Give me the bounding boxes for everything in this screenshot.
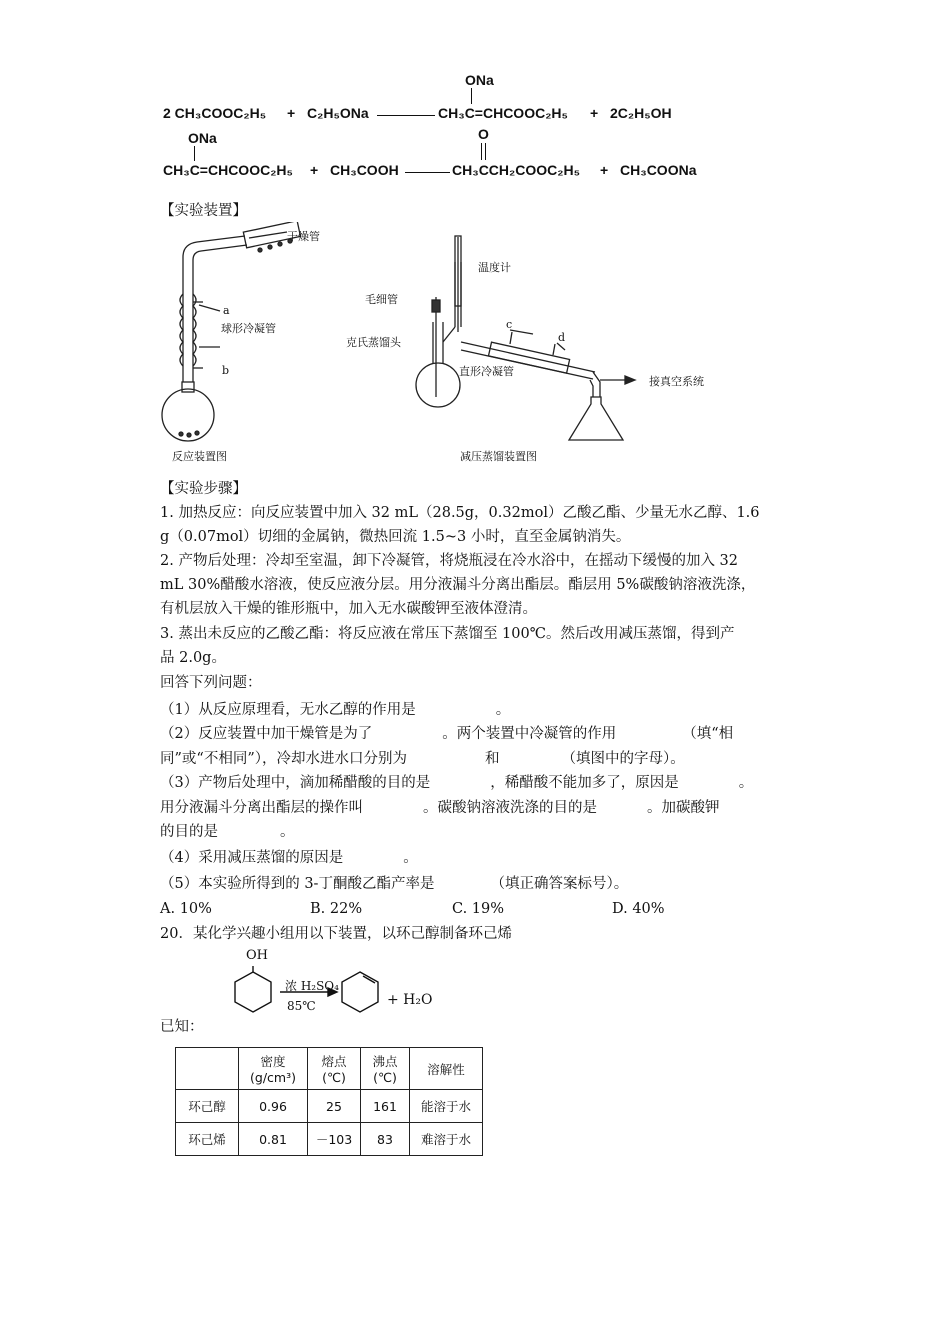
eq2-double-bond-b [485,143,486,160]
table-row [176,1123,483,1156]
eq2-product1: CH₃CCH₂COOC₂H₅ [452,162,580,178]
label-a: a [223,304,230,317]
cyclohexanol-ring [235,972,271,1012]
eq2-bond-line [194,146,195,161]
table-header-boiling-point: 沸点 (℃) [361,1048,410,1090]
eq1-reactant2: C₂H₅ONa [307,105,369,121]
apparatus-heading: 【实验装置】 [160,203,247,219]
table-header-melting-point: 熔点 (℃) [308,1048,361,1090]
eq2-double-bond-a [481,143,482,160]
eq1-product1: CH₃C=CHCOOC₂H₅ [438,105,568,121]
step2-line3: 有机层放入干燥的锥形瓶中，加入无水碳酸钾至液体澄清。 [160,601,537,617]
label-capillary: 毛细管 [365,293,398,306]
question-1: （1）从反应原理看，无水乙醇的作用是 。 [160,702,511,718]
step3-line1: 3. 蒸出未反应的乙酸乙酯：将反应液在常压下蒸馏至 100℃。然后改用减压蒸馏，得到产 [160,626,735,642]
question-3-line1: （3）产物后处理中，滴加稀醋酸的目的是 ，稀醋酸不能加多了，原因是 。 [160,775,754,791]
step2-line2: mL 30%醋酸水溶液，使反应液分层。用分液漏斗分离出酯层。酯层用 5%碳酸钠溶液洗涤， [160,577,756,593]
question-5: （5）本实验所得到的 3-丁酮酸乙酯产率是 （填正确答案标号）。 [160,876,629,892]
table-header-density: 密度 (g/cm³) [239,1048,308,1090]
table-cell-name: 环己醇 [176,1090,239,1123]
table-cell-mp: －103 [308,1123,361,1156]
option-a: A. 10% [160,901,212,917]
eq2-reactant2: CH₃COOH [330,162,399,178]
known-label: 已知： [160,1019,204,1035]
eq2-plus4: + [600,162,609,178]
table-header-row [176,1048,483,1090]
option-b: B. 22% [310,901,363,917]
problem-20-intro: 20．某化学兴趣小组用以下装置，以环己醇制备环己烯 [160,926,512,942]
apparatus-figures [155,222,755,464]
eq1-ona-top: ONa [465,72,494,88]
conditions-temperature: 85℃ [287,999,316,1013]
table-cell-bp: 161 [361,1090,410,1123]
eq1-bond-line [471,88,472,104]
questions-intro: 回答下列问题： [160,675,262,691]
question-3-line2: 用分液漏斗分离出酯层的操作叫 。碳酸钠溶液洗涤的目的是 。加碳酸钾 [160,800,720,816]
option-c: C. 19% [452,901,505,917]
table-cell-name: 环己烯 [176,1123,239,1156]
label-c: c [506,318,513,331]
step3-line2: 品 2.0g。 [160,650,226,666]
conditions-acid: 浓 H₂SO₄ [285,979,339,993]
eq1-arrow [377,115,435,116]
label-vacuum-system: 接真空系统 [649,375,704,388]
receiving-flask [569,397,623,440]
cyclohexene-ring [342,972,378,1012]
eq2-ona-top: ONa [188,130,217,146]
label-d: d [558,331,566,344]
label-b: b [222,364,230,377]
steps-heading: 【实验步骤】 [160,481,247,497]
question-2-line1: （2）反应装置中加干燥管是为了 。两个装置中冷凝管的作用 （填“相 [160,726,734,742]
table-cell-density: 0.96 [239,1090,308,1123]
table-header-blank [176,1048,239,1090]
table-cell-solubility: 难溶于水 [410,1123,483,1156]
table-cell-solubility: 能溶于水 [410,1090,483,1123]
label-claisen-head: 克氏蒸馏头 [346,336,401,349]
eq2-product2: CH₃COONa [620,162,697,178]
eq2-arrow [405,172,450,173]
distillation-flask [416,363,460,407]
option-d: D. 40% [612,901,665,917]
eq2-o-top: O [478,126,489,142]
eq1-plus1: + [287,105,296,121]
properties-table [175,1047,483,1156]
table-row [176,1090,483,1123]
eq1-reactant1: 2 CH₃COOC₂H₅ [163,105,267,121]
step1-line1: 1. 加热反应：向反应装置中加入 32 mL（28.5g，0.32mol）乙酸乙酯、少量无水乙醇、1.6 [160,505,760,521]
eq1-plus2: + [590,105,599,121]
question-2-line2: 同”或“不相同”），冷却水进水口分别为 和 （填图中的字母）。 [160,751,685,767]
label-dry-tube: 干燥管 [287,230,320,243]
table-cell-mp: 25 [308,1090,361,1123]
question-4: （4）采用减压蒸馏的原因是 。 [160,850,418,866]
label-thermometer: 温度计 [478,261,511,274]
step2-line1: 2. 产物后处理：冷却至室温，卸下冷凝管，将烧瓶浸在冷水浴中，在摇动下缓慢的加入 32 [160,553,738,569]
table-cell-bp: 83 [361,1123,410,1156]
label-ball-condenser: 球形冷凝管 [221,322,276,335]
step1-line2: g（0.07mol）切细的金属钠，微热回流 1.5~3 小时，直至金属钠消失。 [160,529,631,545]
eq2-reactant1: CH₃C=CHCOOC₂H₅ [163,162,293,178]
vacuum-distillation-apparatus [416,236,635,440]
eq2-plus3: + [310,162,319,178]
caption-vacuum-distillation: 减压蒸馏装置图 [460,450,537,463]
oh-group: OH [246,948,268,963]
eq1-product2: 2C₂H₅OH [610,105,672,121]
label-straight-condenser: 直形冷凝管 [459,365,514,378]
water-product: + H₂O [387,992,433,1008]
table-cell-density: 0.81 [239,1123,308,1156]
table-header-solubility: 溶解性 [410,1048,483,1090]
question-3-line3: 的目的是 。 [160,824,295,840]
caption-reaction-apparatus: 反应装置图 [172,450,227,463]
